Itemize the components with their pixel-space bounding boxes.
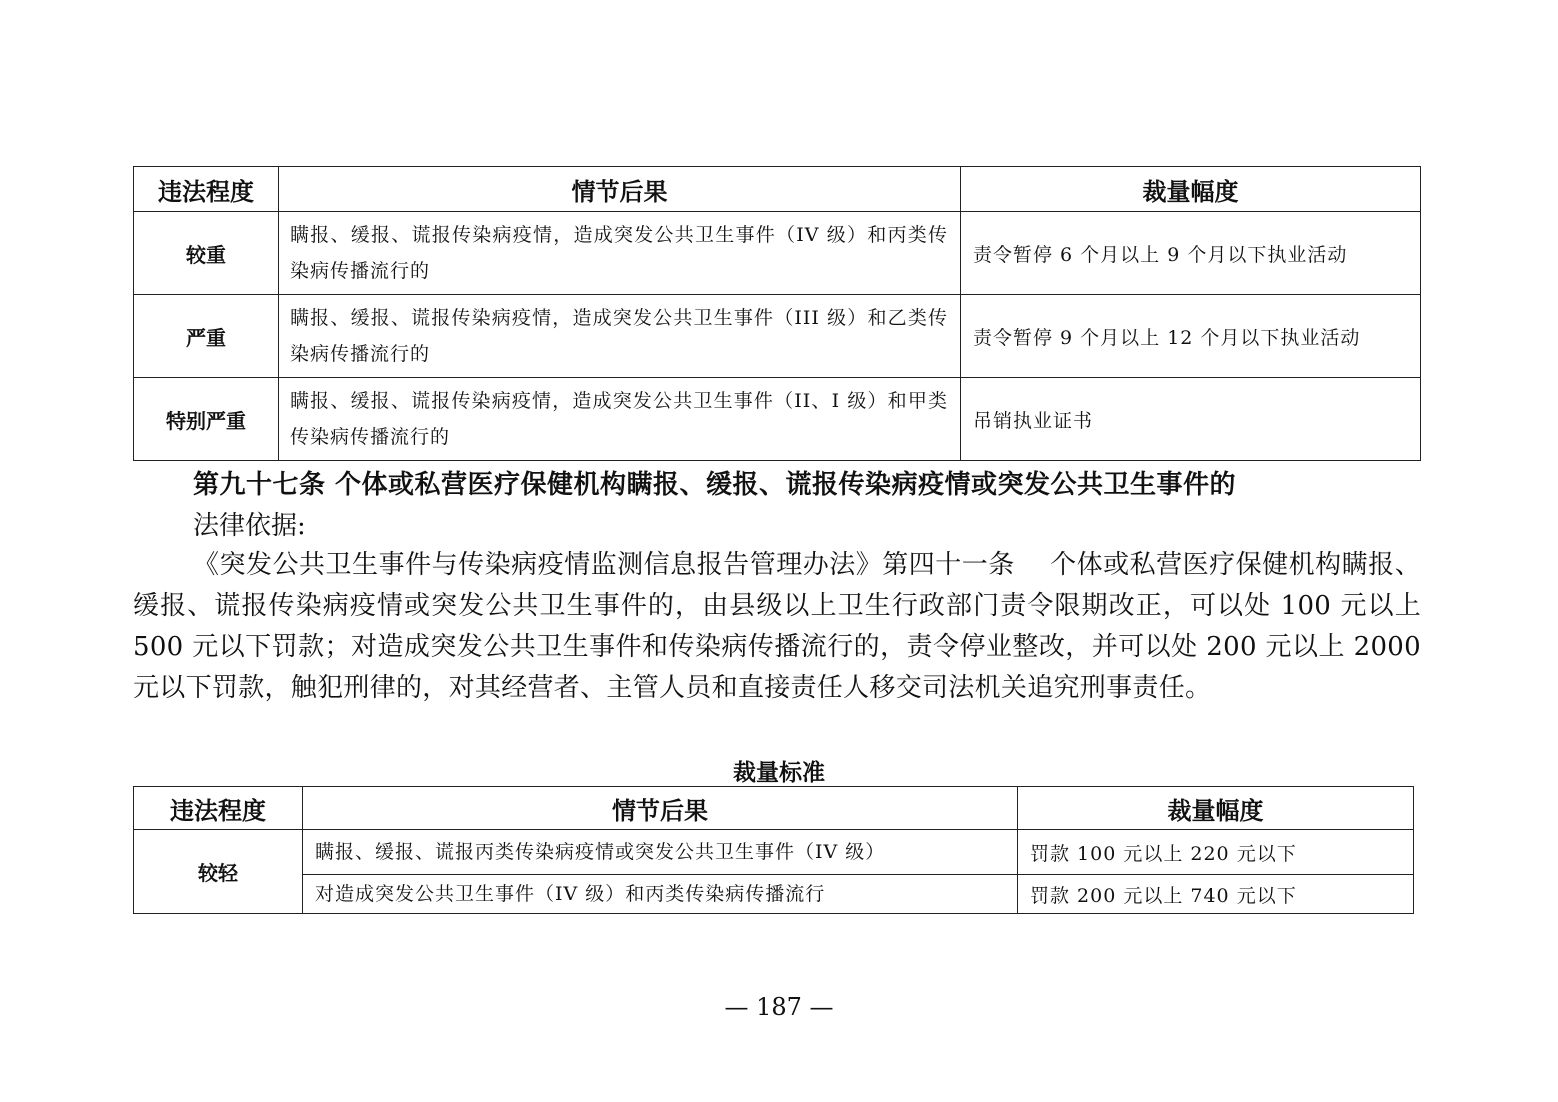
consequence-cell: 对造成突发公共卫生事件（IV 级）和丙类传染病传播流行	[303, 875, 1018, 914]
violation-level-cell: 较轻	[134, 830, 303, 914]
page-number: — 187 —	[724, 993, 834, 1021]
table-header-row	[134, 167, 1421, 212]
penalty-cell: 罚款 100 元以上 220 元以下	[1018, 830, 1414, 875]
violation-level-cell: 严重	[134, 295, 279, 378]
table-row	[134, 295, 1421, 378]
header-circumstances: 情节后果	[303, 787, 1018, 830]
article-heading: 第九十七条 个体或私营医疗保健机构瞒报、缓报、谎报传染病疫情或突发公共卫生事件的	[193, 470, 1237, 500]
legal-basis-label: 法律依据:	[193, 511, 306, 541]
penalty-cell: 责令暂停 6 个月以上 9 个月以下执业活动	[961, 212, 1421, 295]
header-circumstances: 情节后果	[279, 167, 961, 212]
penalty-cell: 吊销执业证书	[961, 378, 1421, 461]
consequence-cell: 瞒报、缓报、谎报传染病疫情，造成突发公共卫生事件（II、I 级）和甲类传染病传播流行的	[279, 378, 961, 461]
violation-level-cell: 特别严重	[134, 378, 279, 461]
header-penalty-range: 裁量幅度	[961, 167, 1421, 212]
header-violation-degree: 违法程度	[134, 167, 279, 212]
header-penalty-range: 裁量幅度	[1018, 787, 1414, 830]
table-caption: 裁量标准	[733, 760, 825, 786]
table-row	[134, 378, 1421, 461]
header-violation-degree: 违法程度	[134, 787, 303, 830]
violation-level-cell: 较重	[134, 212, 279, 295]
consequence-cell: 瞒报、缓报、谎报传染病疫情，造成突发公共卫生事件（III 级）和乙类传染病传播流行的	[279, 295, 961, 378]
consequence-cell: 瞒报、缓报、谎报传染病疫情，造成突发公共卫生事件（IV 级）和丙类传染病传播流行的	[279, 212, 961, 295]
penalty-table-lower	[133, 786, 1414, 914]
penalty-cell: 罚款 200 元以上 740 元以下	[1018, 875, 1414, 914]
consequence-cell: 瞒报、缓报、谎报丙类传染病疫情或突发公共卫生事件（IV 级）	[303, 830, 1018, 875]
penalty-table-upper	[133, 166, 1421, 461]
legal-basis-text: 《突发公共卫生事件与传染病疫情监测信息报告管理办法》第四十一条 个体或私营医疗保健机构瞒报、缓报、谎报传染病疫情或突发公共卫生事件的，由县级以上卫生行政部门责令限期改正，可以处 100 元以上 500 元以下罚款；对造成突发公共卫生事件和传染病传播流行的，责令停业整改，并可以处 200 元以上 2000 元以下罚款，触犯刑律的，对其经营者、主管人员和直接责任人移交司法机关追究刑事责任。	[133, 550, 1421, 703]
table-row	[134, 212, 1421, 295]
table-header-row	[134, 787, 1414, 830]
penalty-cell: 责令暂停 9 个月以上 12 个月以下执业活动	[961, 295, 1421, 378]
table-row	[134, 875, 1414, 914]
table-row	[134, 830, 1414, 875]
